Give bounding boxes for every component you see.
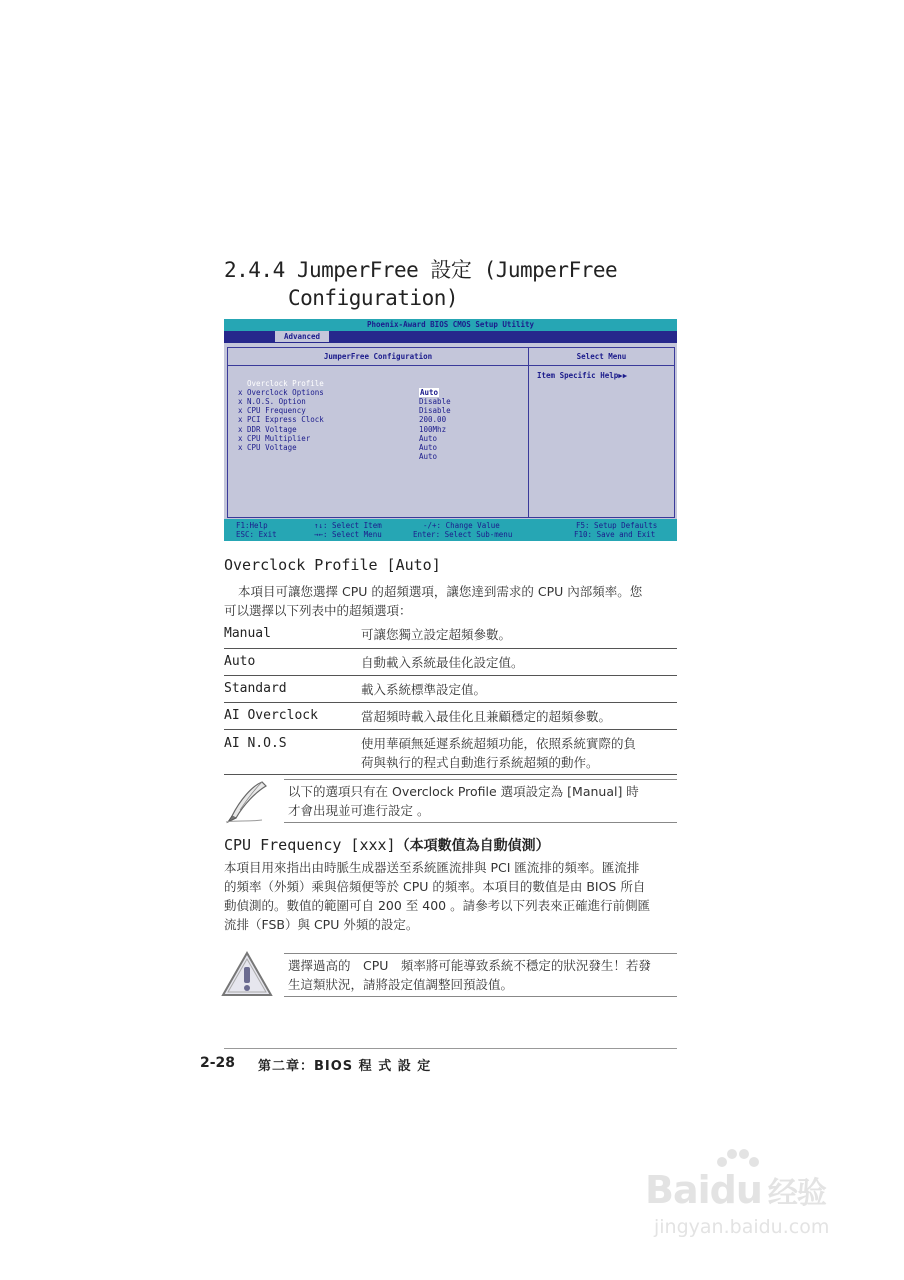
section-heading-line2: Configuration) — [288, 286, 459, 310]
bios-item-cpu-voltage — [238, 434, 528, 461]
table-row — [224, 622, 677, 649]
option-desc: 自動載入系統最佳化設定值。 — [361, 655, 524, 670]
baidu-watermark-logo — [645, 1168, 826, 1212]
table-row — [224, 730, 677, 775]
bios-key-esc-exit: ESC: Exit — [236, 530, 277, 539]
cpu-frequency-description — [224, 858, 684, 934]
overclock-profile-desc-line1: 本項目可讓您選擇 CPU 的超頻選項，讓您達到需求的 CPU 內部頻率。您 — [238, 584, 643, 599]
watermark-brand-c: 经验 — [767, 1176, 826, 1211]
bios-help-text: Item Specific Help▶▶ — [537, 371, 628, 380]
baidu-watermark-url: jingyan.baidu.com — [654, 1216, 830, 1238]
bios-key-f10-save: F10: Save and Exit — [574, 530, 656, 539]
option-name: Auto — [224, 654, 256, 669]
bios-item-label: x PCI Express Clock — [238, 415, 324, 425]
bios-item-label: x N.O.S. Option — [238, 397, 306, 407]
pen-note-icon — [222, 778, 274, 824]
bios-item-value: 200.00 — [419, 415, 447, 425]
table-row — [224, 676, 677, 703]
note-line2: 才會出現並可進行設定 。 — [288, 803, 430, 818]
watermark-brand-a: Bai — [645, 1168, 710, 1212]
footer-divider — [224, 1048, 677, 1049]
bios-item-label: Overclock Profile — [238, 379, 324, 389]
bios-item-value: Auto — [419, 442, 438, 452]
section-heading-line1: 2.4.4 JumperFree 設定 (JumperFree — [224, 258, 618, 282]
bios-key-sub-menu: Enter: Select Sub-menu — [413, 530, 513, 539]
cpu-frequency-line: 的頻率（外頻）乘與倍頻便等於 CPU 的頻率。本項目的數值是由 BIOS 所自 — [224, 879, 646, 894]
cpu-frequency-subtitle: （本項數值為自動偵測） — [395, 838, 550, 854]
bios-key-change-value: -/+: Change Value — [423, 521, 500, 530]
bios-item-label: x CPU Frequency — [238, 406, 306, 416]
cpu-frequency-line: 動偵測的。數值的範圍可自 200 至 400 。請參考以下列表來正確進行前側匯 — [224, 898, 651, 913]
paw-icon — [712, 1146, 762, 1172]
bios-help-panel — [528, 347, 675, 518]
cpu-frequency-line: 本項目用來指出由時脈生成器送至系統匯流排與 PCI 匯流排的頻率。匯流排 — [224, 860, 640, 875]
option-desc: 當超頻時載入最佳化且兼顧穩定的超頻參數。 — [361, 709, 612, 724]
bios-item-value: 100Mhz — [419, 424, 447, 434]
warning-box — [284, 953, 677, 997]
cpu-frequency-heading — [224, 835, 550, 855]
bios-panel-title: JumperFree Configuration — [228, 348, 528, 366]
bios-item-label: x Overclock Options — [238, 388, 324, 398]
bios-item-label: x CPU Voltage — [238, 442, 297, 452]
bios-item-label: x DDR Voltage — [238, 424, 297, 434]
bios-item-label: x CPU Multiplier — [238, 433, 311, 443]
warning-line2: 生這類狀況，請將設定值調整回預設值。 — [288, 977, 514, 992]
bios-item-value: Disable — [419, 397, 451, 407]
watermark-brand-b: du — [710, 1168, 762, 1212]
option-name: Manual — [224, 626, 271, 641]
option-desc: 可讓您獨立設定超頻參數。 — [361, 627, 512, 642]
bios-item-value: Auto — [419, 451, 438, 461]
note-line1: 以下的選項只有在 Overclock Profile 選項設定為 [Manual] 時 — [288, 784, 639, 799]
cpu-frequency-line: 流排（FSB）與 CPU 外頻的設定。 — [224, 917, 419, 932]
option-desc — [361, 734, 636, 772]
bios-tab-advanced[interactable]: Advanced — [275, 331, 329, 342]
bios-main-panel — [227, 347, 529, 518]
bios-key-select-menu: →←: Select Menu — [314, 530, 382, 539]
warning-icon — [220, 950, 274, 998]
overclock-profile-desc-line2: 可以選擇以下列表中的超頻選項： — [224, 603, 412, 618]
bios-footer — [224, 519, 677, 541]
page-number: 2-28 — [200, 1055, 236, 1071]
bios-key-f5-defaults: F5: Setup Defaults — [576, 521, 658, 530]
option-desc-line2: 荷與執行的程式自動進行系統超頻的動作。 — [361, 755, 599, 770]
option-desc-line1: 使用華碩無延遲系統超頻功能，依照系統實際的負 — [361, 736, 637, 751]
bios-help-title: Select Menu — [529, 348, 674, 366]
option-name: AI N.O.S — [224, 736, 287, 751]
warning-line1: 選擇過高的 CPU 頻率將可能導致系統不穩定的狀況發生！若發 — [288, 958, 651, 973]
table-row — [224, 649, 677, 676]
option-name: Standard — [224, 681, 287, 696]
option-name: AI Overclock — [224, 708, 318, 723]
bios-screen — [224, 319, 677, 541]
bios-item-value: Auto — [419, 433, 438, 443]
section-heading — [224, 256, 617, 312]
option-desc: 載入系統標準設定值。 — [361, 682, 487, 697]
bios-item-list — [238, 370, 528, 461]
bios-title-bar: Phoenix-Award BIOS CMOS Setup Utility — [224, 319, 677, 331]
bios-key-select-item: ↑↓: Select Item — [314, 521, 382, 530]
chapter-title: 第二章：BIOS 程 式 設 定 — [258, 1059, 432, 1074]
cpu-frequency-title: CPU Frequency [xxx] — [224, 836, 396, 854]
note-box — [284, 779, 677, 823]
table-row — [224, 703, 677, 730]
overclock-options-table — [224, 622, 677, 775]
bios-key-f1-help: F1:Help — [236, 521, 268, 530]
bios-item-value: Disable — [419, 406, 451, 416]
overclock-profile-description — [224, 582, 684, 620]
overclock-profile-heading: Overclock Profile [Auto] — [224, 556, 441, 574]
bios-item-value[interactable]: Auto — [420, 388, 439, 398]
